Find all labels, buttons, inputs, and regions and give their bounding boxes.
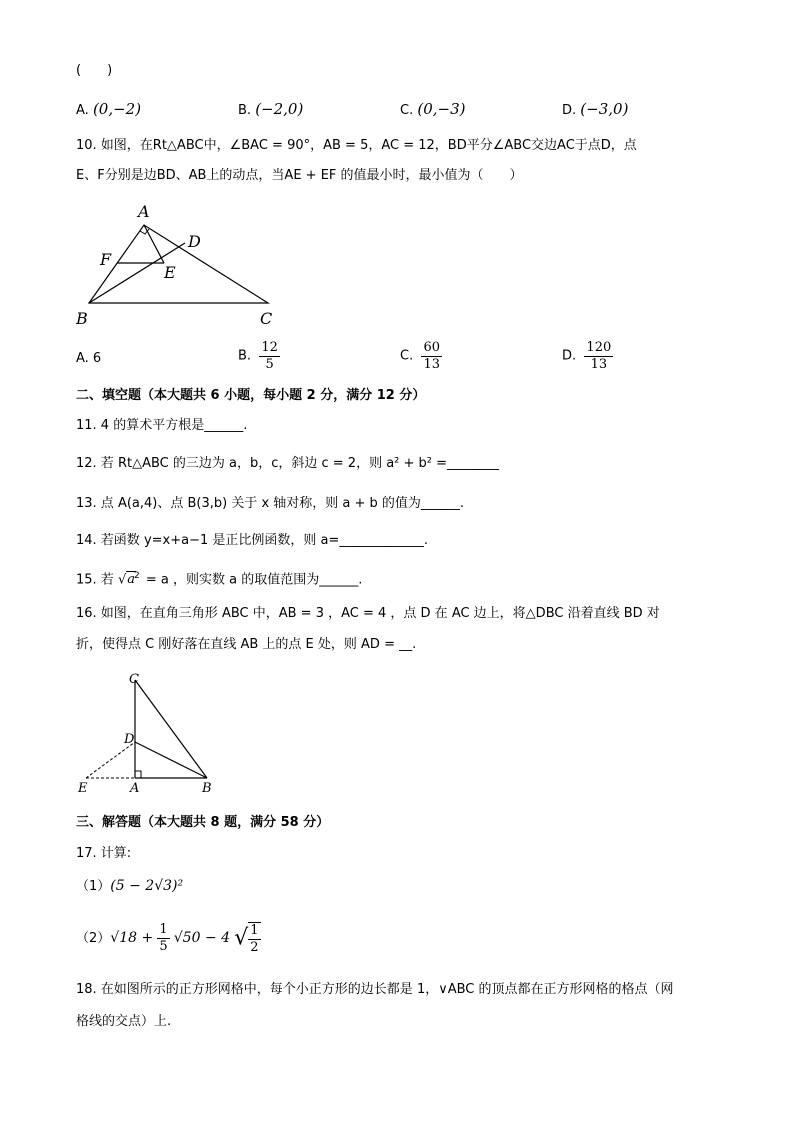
q15-radical: $√a^2$ (117, 571, 140, 588)
q16-text-line2: 折，使得点 C 刚好落在直线 AB 上的点 E 处，则 AD = __. (76, 637, 417, 652)
q10-option-c: C. $\frac{60}{13}$ (400, 340, 441, 372)
q13-text: 13. 点 A(a,4)、点 B(3,b) 关于 x 轴对称，则 a + b 的值为______. (76, 496, 465, 511)
q12-text: 12. 若 Rt△ABC 的三边为 a，b，c，斜边 c = 2，则 a² + b² =________ (76, 456, 500, 471)
section2-title: 二、填空题（本大题共 6 小题，每小题 2 分，满分 12 分） (76, 388, 426, 403)
q16-triangle-figure (74, 670, 234, 800)
q10-label-b: B (76, 309, 88, 328)
q10-label-d: D (188, 232, 201, 251)
q18-text-line1: 18. 在如图所示的正方形网格中，每个小正方形的边长都是 1，∨ABC 的顶点都在正方形网格的格点（网 (76, 982, 674, 997)
q16-label-b: B (202, 781, 212, 796)
q16-label-d: D (124, 732, 135, 747)
q17-title: 17. 计算: (76, 846, 132, 861)
q10-label-a: A (138, 202, 150, 221)
q16-label-e: E (78, 781, 88, 796)
section3-title: 三、解答题（本大题共 8 题，满分 58 分） (76, 815, 330, 830)
q17-part1: （1）(5 − 2√3)² (76, 878, 184, 894)
q11-text: 11. 4 的算术平方根是______. (76, 418, 248, 433)
q10-text-line2: E、F分别是边BD、AB上的动点，当AE + EF 的值最小时，最小值为（ ） (76, 168, 523, 183)
q16-text-line1: 16. 如图，在直角三角形 ABC 中，AB = 3 ，AC = 4 ，点 D 在 AC 边上，将△DBC 沿着直线 BD 对 (76, 606, 660, 621)
q9-option-a: A. (0,−2) (76, 100, 142, 118)
q10-option-d: D. $\frac{120}{13}$ (562, 340, 612, 372)
q10-option-b: B. $\frac{12}{5}$ (238, 340, 278, 372)
q16-label-c: C (129, 672, 139, 687)
q9-option-c: C. (0,−3) (400, 100, 466, 118)
q16-label-a: A (130, 781, 140, 796)
q10-label-f: F (100, 250, 112, 269)
q14-text: 14. 若函数 y=x+a−1 是正比例函数，则 a=_____________. (76, 533, 428, 548)
q18-text-line2: 格线的交点）上. (76, 1014, 172, 1029)
prev-question-paren: ( ) (76, 63, 113, 78)
q17-part2: （2）√18 + $\frac{1}{5}$ √50 − 4 √ $\frac{1}{2}$ (76, 922, 259, 955)
q9-option-d: D. (−3,0) (562, 100, 629, 118)
q10-label-c: C (260, 309, 273, 328)
q9-option-b: B. (−2,0) (238, 100, 304, 118)
q10-option-a: A. 6 (76, 351, 102, 366)
q10-triangle-figure (72, 200, 302, 330)
q10-text-line1: 10. 如图，在Rt△ABC中，∠BAC = 90°，AB = 5，AC = 12，BD平分∠ABC交边AC于点D，点 (76, 138, 637, 153)
q15-text: 15. 若 $√a^2 = a$ ，则实数 a 的取值范围为______. (76, 567, 362, 589)
q10-label-e: E (164, 263, 176, 282)
